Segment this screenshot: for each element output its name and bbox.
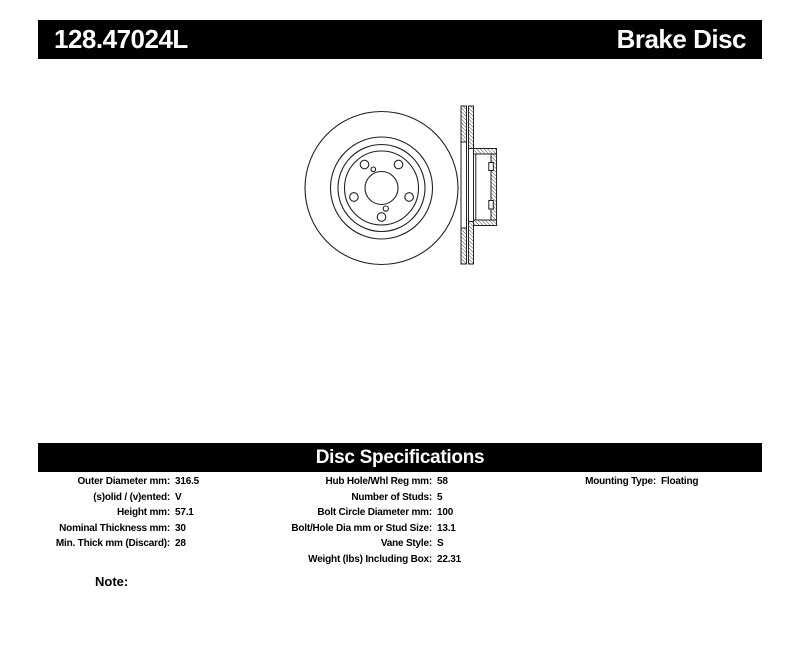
product-type-title: Brake Disc — [616, 24, 746, 54]
spec-row — [278, 536, 528, 552]
spec-value: V — [175, 491, 182, 503]
note-label: Note: — [95, 574, 129, 589]
spec-value: 13.1 — [437, 522, 456, 534]
spec-value: S — [437, 538, 444, 550]
spec-section-bar — [38, 443, 762, 472]
spec-label: Bolt Circle Diameter mm: — [317, 507, 432, 519]
brake-disc-drawing — [290, 95, 505, 280]
spec-label: Hub Hole/Whl Reg mm: — [325, 476, 432, 487]
spec-row — [38, 505, 268, 521]
spec-value: 28 — [175, 538, 186, 550]
header-bar — [38, 20, 762, 59]
spec-value: Floating — [661, 476, 699, 487]
spec-label: Weight (lbs) Including Box: — [308, 553, 432, 565]
technical-drawing — [290, 95, 505, 280]
spec-row — [545, 474, 762, 490]
spec-column-middle — [278, 474, 528, 568]
brake-disc-front-view — [305, 112, 458, 265]
spec-label: Mounting Type: — [585, 476, 656, 487]
spec-value: 100 — [437, 507, 454, 519]
spec-row — [278, 490, 528, 506]
spec-row — [38, 474, 268, 490]
spec-label: Number of Studs: — [351, 491, 432, 503]
spec-row — [278, 505, 528, 521]
spec-section-title: Disc Specifications — [315, 446, 485, 468]
spec-value: 22.31 — [437, 553, 462, 565]
brake-disc-side-view — [461, 106, 497, 264]
spec-row — [278, 474, 528, 490]
spec-label: Nominal Thickness mm: — [59, 522, 170, 534]
spec-row — [38, 490, 268, 506]
spec-label: Height mm: — [116, 507, 170, 519]
spec-value: 5 — [437, 491, 443, 503]
spec-label: Vane Style: — [380, 538, 432, 550]
spec-value: 57.1 — [175, 507, 194, 519]
spec-label: Bolt/Hole Dia mm or Stud Size: — [291, 522, 432, 534]
part-number: 128.47024L — [54, 24, 188, 54]
spec-row — [38, 536, 268, 552]
spec-row — [278, 521, 528, 537]
spec-label: Min. Thick mm (Discard): — [55, 538, 170, 550]
spec-value: 30 — [175, 522, 186, 534]
spec-row — [38, 521, 268, 537]
spec-column-left — [38, 474, 268, 552]
spec-value: 316.5 — [175, 476, 200, 487]
spec-column-right — [545, 474, 762, 490]
spec-label: Outer Diameter mm: — [77, 476, 170, 487]
spec-row — [278, 552, 528, 568]
spec-label: (s)olid / (v)ented: — [93, 491, 170, 503]
spec-value: 58 — [437, 476, 448, 487]
